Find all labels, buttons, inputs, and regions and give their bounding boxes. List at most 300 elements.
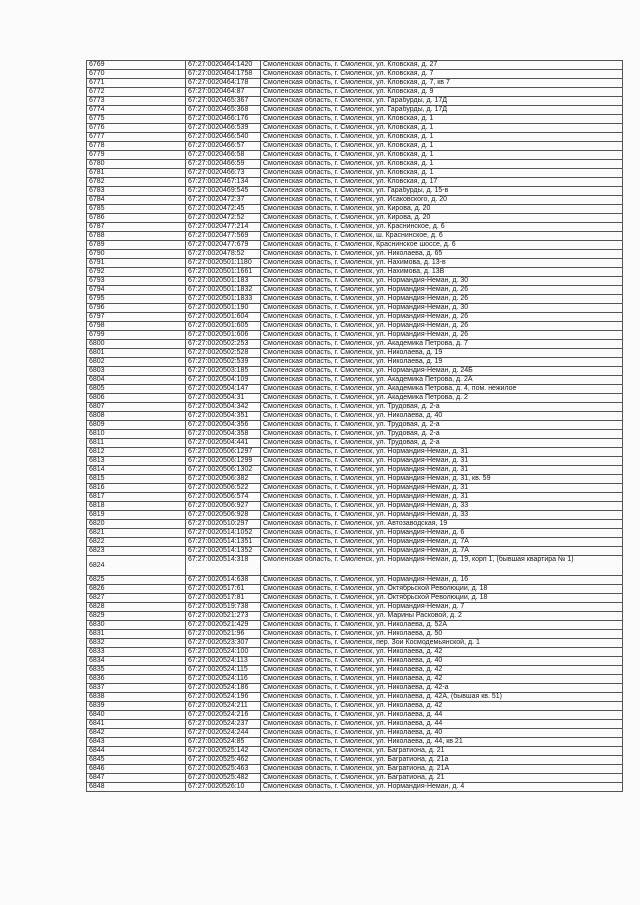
row-number-cell: 6805 — [87, 385, 186, 394]
row-number-cell: 6826 — [87, 585, 186, 594]
cadastral-number-cell: 67:27:0020514:1351 — [186, 538, 261, 547]
row-number-cell: 6837 — [87, 684, 186, 693]
cadastral-number-cell: 67:27:0020525:482 — [186, 774, 261, 783]
row-number-cell: 6788 — [87, 232, 186, 241]
table-row — [87, 349, 623, 358]
row-number-cell: 6831 — [87, 630, 186, 639]
address-cell: Смоленская область, г. Смоленск, ул. Гарабурды, д. 17Д — [261, 106, 623, 115]
cadastral-number-cell: 67:27:0020478:52 — [186, 250, 261, 259]
address-cell: Смоленская область, г. Смоленск, ул. Нормандия-Неман, д. 30 — [261, 277, 623, 286]
cadastral-number-cell: 67:27:0020466:58 — [186, 151, 261, 160]
table-row — [87, 223, 623, 232]
address-cell: Смоленская область, г. Смоленск, ул. Нормандия-Неман, д. 24Б — [261, 367, 623, 376]
cadastral-number-cell: 67:27:0020466:176 — [186, 115, 261, 124]
row-number-cell: 6824 — [87, 556, 186, 576]
row-number-cell: 6836 — [87, 675, 186, 684]
table-row — [87, 612, 623, 621]
row-number-cell: 6773 — [87, 97, 186, 106]
row-number-cell: 6835 — [87, 666, 186, 675]
table-row — [87, 313, 623, 322]
row-number-cell: 6834 — [87, 657, 186, 666]
row-number-cell: 6825 — [87, 576, 186, 585]
row-number-cell: 6829 — [87, 612, 186, 621]
table-row — [87, 340, 623, 349]
table-row — [87, 639, 623, 648]
cadastral-number-cell: 67:27:0020504:342 — [186, 403, 261, 412]
table-row — [87, 115, 623, 124]
cadastral-number-cell: 67:27:0020465:368 — [186, 106, 261, 115]
row-number-cell: 6790 — [87, 250, 186, 259]
table-row — [87, 394, 623, 403]
address-cell: Смоленская область, г. Смоленск, ул. Николаева, д. 44 — [261, 720, 623, 729]
table-row — [87, 70, 623, 79]
cadastral-number-cell: 67:27:0020517:81 — [186, 594, 261, 603]
row-number-cell: 6801 — [87, 349, 186, 358]
table-row — [87, 502, 623, 511]
row-number-cell: 6843 — [87, 738, 186, 747]
table-row — [87, 729, 623, 738]
row-number-cell: 6785 — [87, 205, 186, 214]
table-row — [87, 205, 623, 214]
table-row — [87, 783, 623, 792]
cadastral-number-cell: 67:27:0020502:539 — [186, 358, 261, 367]
cadastral-number-cell: 67:27:0020501:605 — [186, 322, 261, 331]
cadastral-number-cell: 67:27:0020524:244 — [186, 729, 261, 738]
address-cell: Смоленская область, г. Смоленск, ул. Нормандия-Неман, д. 26 — [261, 286, 623, 295]
table-row — [87, 421, 623, 430]
row-number-cell: 6841 — [87, 720, 186, 729]
row-number-cell: 6815 — [87, 475, 186, 484]
cadastral-number-cell: 67:27:0020466:539 — [186, 124, 261, 133]
table-row — [87, 88, 623, 97]
row-number-cell: 6783 — [87, 187, 186, 196]
cadastral-number-cell: 67:27:0020524:237 — [186, 720, 261, 729]
row-number-cell: 6847 — [87, 774, 186, 783]
address-cell: Смоленская область, г. Смоленск, ш. Краснинское, д. 6 — [261, 232, 623, 241]
row-number-cell: 6823 — [87, 547, 186, 556]
row-number-cell: 6789 — [87, 241, 186, 250]
cadastral-number-cell: 67:27:0020524:113 — [186, 657, 261, 666]
table-row — [87, 675, 623, 684]
cadastral-number-cell: 67:27:0020501:190 — [186, 304, 261, 313]
address-cell: Смоленская область, г. Смоленск, ул. Николаева, д. 40 — [261, 729, 623, 738]
table-row — [87, 241, 623, 250]
cadastral-number-cell: 67:27:0020466:540 — [186, 133, 261, 142]
table-row — [87, 774, 623, 783]
table-row — [87, 603, 623, 612]
row-number-cell: 6828 — [87, 603, 186, 612]
row-number-cell: 6804 — [87, 376, 186, 385]
cadastral-number-cell: 67:27:0020523:307 — [186, 639, 261, 648]
cadastral-number-cell: 67:27:0020477:569 — [186, 232, 261, 241]
table-row — [87, 702, 623, 711]
cadastral-number-cell: 67:27:0020506:382 — [186, 475, 261, 484]
row-number-cell: 6776 — [87, 124, 186, 133]
row-number-cell: 6794 — [87, 286, 186, 295]
row-number-cell: 6777 — [87, 133, 186, 142]
cadastral-number-cell: 67:27:0020464:87 — [186, 88, 261, 97]
cadastral-number-cell: 67:27:0020514:638 — [186, 576, 261, 585]
address-cell: Смоленская область, г. Смоленск, ул. Кловская, д. 1 — [261, 160, 623, 169]
table-row — [87, 430, 623, 439]
cadastral-number-cell: 67:27:0020504:109 — [186, 376, 261, 385]
address-cell: Смоленская область, г. Смоленск, ул. Нормандия-Неман, д. 26 — [261, 331, 623, 340]
table-row — [87, 720, 623, 729]
table-row — [87, 322, 623, 331]
address-cell: Смоленская область, г. Смоленск, ул. Кловская, д. 1 — [261, 169, 623, 178]
address-cell: Смоленская область, г. Смоленск, ул. Гарабурды, д. 15-в — [261, 187, 623, 196]
row-number-cell: 6769 — [87, 61, 186, 70]
cadastral-number-cell: 67:27:0020519:738 — [186, 603, 261, 612]
row-number-cell: 6817 — [87, 493, 186, 502]
row-number-cell: 6830 — [87, 621, 186, 630]
row-number-cell: 6782 — [87, 178, 186, 187]
table-row — [87, 250, 623, 259]
table-row — [87, 385, 623, 394]
address-cell: Смоленская область, г. Смоленск, ул. Гарабурды, д. 17Д — [261, 97, 623, 106]
table-row — [87, 765, 623, 774]
address-cell: Смоленская область, г. Смоленск, ул. Николаева, д. 44, кв 21 — [261, 738, 623, 747]
cadastral-number-cell: 67:27:0020501:1180 — [186, 259, 261, 268]
address-cell: Смоленская область, г. Смоленск, ул. Николаева, д. 42 — [261, 666, 623, 675]
table-row — [87, 412, 623, 421]
table-row — [87, 630, 623, 639]
row-number-cell: 6808 — [87, 412, 186, 421]
table-row — [87, 61, 623, 70]
row-number-cell: 6846 — [87, 765, 186, 774]
cadastral-number-cell: 67:27:0020477:679 — [186, 241, 261, 250]
table-row — [87, 169, 623, 178]
address-cell: Смоленская область, г. Смоленск, ул. Исаковского, д. 20 — [261, 196, 623, 205]
table-row — [87, 331, 623, 340]
row-number-cell: 6844 — [87, 747, 186, 756]
table-row — [87, 529, 623, 538]
address-cell: Смоленская область, г. Смоленск, ул. Нормандия-Неман, д. 7 — [261, 603, 623, 612]
address-cell: Смоленская область, г. Смоленск, ул. Нормандия-Неман, д. 31 — [261, 448, 623, 457]
cadastral-number-cell: 67:27:0020524:196 — [186, 693, 261, 702]
row-number-cell: 6813 — [87, 457, 186, 466]
address-cell: Смоленская область, г. Смоленск, ул. Николаева, д. 50 — [261, 630, 623, 639]
address-cell: Смоленская область, г. Смоленск, ул. Нормандия-Неман, д. 19, корп 1, (бывшая квартира № 1) — [261, 556, 623, 576]
table-row — [87, 97, 623, 106]
address-cell: Смоленская область, г. Смоленск, ул. Нормандия-Неман, д. 33 — [261, 511, 623, 520]
cadastral-number-cell: 67:27:0020501:1833 — [186, 295, 261, 304]
row-number-cell: 6806 — [87, 394, 186, 403]
row-number-cell: 6820 — [87, 520, 186, 529]
cadastral-number-cell: 67:27:0020466:59 — [186, 160, 261, 169]
cadastral-number-cell: 67:27:0020472:45 — [186, 205, 261, 214]
cadastral-number-cell: 67:27:0020506:928 — [186, 511, 261, 520]
table-row — [87, 124, 623, 133]
row-number-cell: 6787 — [87, 223, 186, 232]
table-row — [87, 666, 623, 675]
cadastral-number-cell: 67:27:0020501:1661 — [186, 268, 261, 277]
address-cell: Смоленская область, г. Смоленск, ул. Кловская, д. 9 — [261, 88, 623, 97]
address-cell: Смоленская область, г. Смоленск, ул. Краснинское, д. 6 — [261, 223, 623, 232]
table-row — [87, 187, 623, 196]
address-cell: Смоленская область, г. Смоленск, ул. Николаева, д. 19 — [261, 349, 623, 358]
cadastral-number-cell: 67:27:0020464:1420 — [186, 61, 261, 70]
address-cell: Смоленская область, г. Смоленск, ул. Багратиона, д. 21 — [261, 747, 623, 756]
cadastral-number-cell: 67:27:0020517:61 — [186, 585, 261, 594]
cadastral-number-cell: 67:27:0020521:429 — [186, 621, 261, 630]
row-number-cell: 6778 — [87, 142, 186, 151]
address-cell: Смоленская область, г. Смоленск, ул. Нормандия-Неман, д. 26 — [261, 322, 623, 331]
registry-table — [86, 60, 623, 792]
table-row — [87, 457, 623, 466]
cadastral-number-cell: 67:27:0020466:57 — [186, 142, 261, 151]
address-cell: Смоленская область, г. Смоленск, ул. Трудовая, д. 2-а — [261, 439, 623, 448]
address-cell: Смоленская область, г. Смоленск, ул. Нормандия-Неман, д. 26 — [261, 295, 623, 304]
cadastral-number-cell: 67:27:0020504:351 — [186, 412, 261, 421]
table-row — [87, 295, 623, 304]
table-row — [87, 178, 623, 187]
row-number-cell: 6848 — [87, 783, 186, 792]
cadastral-number-cell: 67:27:0020514:1352 — [186, 547, 261, 556]
row-number-cell: 6819 — [87, 511, 186, 520]
address-cell: Смоленская область, г. Смоленск, ул. Академика Петрова, д. 2А — [261, 376, 623, 385]
address-cell: Смоленская область, г. Смоленск, ул. Кловская, д. 1 — [261, 151, 623, 160]
address-cell: Смоленская область, г. Смоленск, ул. Николаева, д. 44 — [261, 711, 623, 720]
row-number-cell: 6807 — [87, 403, 186, 412]
row-number-cell: 6827 — [87, 594, 186, 603]
cadastral-number-cell: 67:27:0020514:318 — [186, 556, 261, 576]
address-cell: Смоленская область, г. Смоленск, ул. Трудовая, д. 2-а — [261, 430, 623, 439]
address-cell: Смоленская область, г. Смоленск, ул. Нахимова, д. 13-в — [261, 259, 623, 268]
address-cell: Смоленская область, г. Смоленск, ул. Нормандия-Неман, д. 31 — [261, 457, 623, 466]
address-cell: Смоленская область, г. Смоленск, ул. Нормандия-Неман, д. 31 — [261, 466, 623, 475]
cadastral-number-cell: 67:27:0020521:96 — [186, 630, 261, 639]
address-cell: Смоленская область, г. Смоленск, ул. Автозаводская, 19 — [261, 520, 623, 529]
row-number-cell: 6840 — [87, 711, 186, 720]
cadastral-number-cell: 67:27:0020525:463 — [186, 765, 261, 774]
row-number-cell: 6779 — [87, 151, 186, 160]
address-cell: Смоленская область, г. Смоленск, ул. Нормандия-Неман, д. 33 — [261, 502, 623, 511]
table-row — [87, 196, 623, 205]
cadastral-number-cell: 67:27:0020521:273 — [186, 612, 261, 621]
cadastral-number-cell: 67:27:0020504:441 — [186, 439, 261, 448]
address-cell: Смоленская область, г. Смоленск, ул. Кловская, д. 1 — [261, 115, 623, 124]
address-cell: Смоленская область, г. Смоленск, ул. Николаева, д. 40 — [261, 412, 623, 421]
address-cell: Смоленская область, г. Смоленск, ул. Нахимова, д. 13В — [261, 268, 623, 277]
table-row — [87, 268, 623, 277]
table-row — [87, 738, 623, 747]
row-number-cell: 6786 — [87, 214, 186, 223]
table-row — [87, 511, 623, 520]
row-number-cell: 6822 — [87, 538, 186, 547]
table-row — [87, 232, 623, 241]
table-row — [87, 648, 623, 657]
table-row — [87, 576, 623, 585]
row-number-cell: 6775 — [87, 115, 186, 124]
address-cell: Смоленская область, г. Смоленск, ул. Марины Расковой, д. 2 — [261, 612, 623, 621]
table-row — [87, 160, 623, 169]
table-row — [87, 367, 623, 376]
cadastral-number-cell: 67:27:0020504:31 — [186, 394, 261, 403]
table-row — [87, 259, 623, 268]
address-cell: Смоленская область, г. Смоленск, ул. Трудовая, д. 2-а — [261, 403, 623, 412]
address-cell: Смоленская область, г. Смоленск, ул. Кловская, д. 7 — [261, 70, 623, 79]
cadastral-number-cell: 67:27:0020501:1832 — [186, 286, 261, 295]
cadastral-number-cell: 67:27:0020464:1758 — [186, 70, 261, 79]
row-number-cell: 6803 — [87, 367, 186, 376]
address-cell: Смоленская область, г. Смоленск, ул. Кирова, д. 20 — [261, 205, 623, 214]
table-row — [87, 142, 623, 151]
address-cell: Смоленская область, г. Смоленск, ул. Нормандия-Неман, д. 31 — [261, 493, 623, 502]
row-number-cell: 6845 — [87, 756, 186, 765]
address-cell: Смоленская область, г. Смоленск, ул. Нормандия-Неман, д. 4 — [261, 783, 623, 792]
address-cell: Смоленская область, г. Смоленск, ул. Николаева, д. 42 — [261, 648, 623, 657]
address-cell: Смоленская область, г. Смоленск, ул. Кловская, д. 1 — [261, 124, 623, 133]
cadastral-number-cell: 67:27:0020524:116 — [186, 675, 261, 684]
row-number-cell: 6792 — [87, 268, 186, 277]
row-number-cell: 6771 — [87, 79, 186, 88]
table-row — [87, 403, 623, 412]
address-cell: Смоленская область, г. Смоленск, ул. Кловская, д. 1 — [261, 142, 623, 151]
table-row — [87, 484, 623, 493]
address-cell: Смоленская область, г. Смоленск, ул. Николаева, д. 42 — [261, 702, 623, 711]
table-row — [87, 277, 623, 286]
cadastral-number-cell: 67:27:0020501:183 — [186, 277, 261, 286]
address-cell: Смоленская область, г. Смоленск, ул. Академика Петрова, д. 7 — [261, 340, 623, 349]
cadastral-number-cell: 67:27:0020525:142 — [186, 747, 261, 756]
address-cell: Смоленская область, г. Смоленск, ул. Нормандия-Неман, д. 7А — [261, 547, 623, 556]
table-row — [87, 711, 623, 720]
address-cell: Смоленская область, г. Смоленск, пер. Зои Космодемьянской, д. 1 — [261, 639, 623, 648]
address-cell: Смоленская область, г. Смоленск, ул. Кловская, д. 1 — [261, 133, 623, 142]
address-cell: Смоленская область, г. Смоленск, ул. Трудовая, д. 2-а — [261, 421, 623, 430]
address-cell: Смоленская область, г. Смоленск, ул. Николаева, д. 52А — [261, 621, 623, 630]
cadastral-number-cell: 67:27:0020506:522 — [186, 484, 261, 493]
row-number-cell: 6791 — [87, 259, 186, 268]
row-number-cell: 6821 — [87, 529, 186, 538]
row-number-cell: 6793 — [87, 277, 186, 286]
address-cell: Смоленская область, г. Смоленск, ул. Октябрьской Революции, д. 18 — [261, 594, 623, 603]
cadastral-number-cell: 67:27:0020469:545 — [186, 187, 261, 196]
cadastral-number-cell: 67:27:0020506:1297 — [186, 448, 261, 457]
table-row — [87, 79, 623, 88]
cadastral-number-cell: 67:27:0020501:606 — [186, 331, 261, 340]
cadastral-number-cell: 67:27:0020506:927 — [186, 502, 261, 511]
address-cell: Смоленская область, г. Смоленск, ул. Нормандия-Неман, д. 30 — [261, 304, 623, 313]
row-number-cell: 6814 — [87, 466, 186, 475]
address-cell: Смоленская область, г. Смоленск, ул. Кловская, д. 17 — [261, 178, 623, 187]
table-row — [87, 585, 623, 594]
address-cell: Смоленская область, г. Смоленск, ул. Нормандия-Неман, д. 31 — [261, 484, 623, 493]
row-number-cell: 6795 — [87, 295, 186, 304]
row-number-cell: 6784 — [87, 196, 186, 205]
cadastral-number-cell: 67:27:0020524:211 — [186, 702, 261, 711]
address-cell: Смоленская область, г. Смоленск, ул. Нормандия-Неман, д. 7А — [261, 538, 623, 547]
row-number-cell: 6772 — [87, 88, 186, 97]
row-number-cell: 6832 — [87, 639, 186, 648]
address-cell: Смоленская область, г. Смоленск, ул. Николаева, д. 42А, (бывшая кв. 51) — [261, 693, 623, 702]
address-cell: Смоленская область, г. Смоленск, ул. Кловская, д. 7, кв 7 — [261, 79, 623, 88]
address-cell: Смоленская область, г. Смоленск, ул. Нормандия-Неман, д. 16 — [261, 576, 623, 585]
table-row — [87, 693, 623, 702]
row-number-cell: 6800 — [87, 340, 186, 349]
table-row — [87, 448, 623, 457]
row-number-cell: 6818 — [87, 502, 186, 511]
table-row — [87, 286, 623, 295]
row-number-cell: 6812 — [87, 448, 186, 457]
row-number-cell: 6797 — [87, 313, 186, 322]
cadastral-number-cell: 67:27:0020502:528 — [186, 349, 261, 358]
address-cell: Смоленская область, г. Смоленск, ул. Багратиона, д. 21А — [261, 765, 623, 774]
cadastral-number-cell: 67:27:0020525:462 — [186, 756, 261, 765]
cadastral-number-cell: 67:27:0020477:214 — [186, 223, 261, 232]
cadastral-number-cell: 67:27:0020506:1302 — [186, 466, 261, 475]
table-row — [87, 466, 623, 475]
cadastral-number-cell: 67:27:0020510:297 — [186, 520, 261, 529]
row-number-cell: 6839 — [87, 702, 186, 711]
cadastral-number-cell: 67:27:0020501:604 — [186, 313, 261, 322]
cadastral-number-cell: 67:27:0020472:37 — [186, 196, 261, 205]
address-cell: Смоленская область, г. Смоленск, ул. Академика Петрова, д. 2 — [261, 394, 623, 403]
row-number-cell: 6802 — [87, 358, 186, 367]
table-row — [87, 657, 623, 666]
row-number-cell: 6838 — [87, 693, 186, 702]
table-row — [87, 756, 623, 765]
cadastral-number-cell: 67:27:0020524:186 — [186, 684, 261, 693]
address-cell: Смоленская область, г. Смоленск, ул. Николаева, д. 42-а — [261, 684, 623, 693]
row-number-cell: 6781 — [87, 169, 186, 178]
cadastral-number-cell: 67:27:0020514:1052 — [186, 529, 261, 538]
cadastral-number-cell: 67:27:0020524:100 — [186, 648, 261, 657]
cadastral-number-cell: 67:27:0020467:134 — [186, 178, 261, 187]
table-row — [87, 475, 623, 484]
address-cell: Смоленская область, г. Смоленск, ул. Багратиона, д. 21 — [261, 774, 623, 783]
table-row — [87, 151, 623, 160]
cadastral-number-cell: 67:27:0020524:115 — [186, 666, 261, 675]
table-row — [87, 520, 623, 529]
cadastral-number-cell: 67:27:0020464:178 — [186, 79, 261, 88]
registry-table-body — [87, 61, 623, 792]
address-cell: Смоленская область, г. Смоленск, ул. Кирова, д. 20 — [261, 214, 623, 223]
row-number-cell: 6798 — [87, 322, 186, 331]
table-row — [87, 439, 623, 448]
table-row — [87, 538, 623, 547]
address-cell: Смоленская область, г. Смоленск, ул. Николаева, д. 19 — [261, 358, 623, 367]
table-row — [87, 747, 623, 756]
cadastral-number-cell: 67:27:0020472:52 — [186, 214, 261, 223]
cadastral-number-cell: 67:27:0020502:253 — [186, 340, 261, 349]
row-number-cell: 6816 — [87, 484, 186, 493]
address-cell: Смоленская область, г. Смоленск, ул. Николаева, д. 40 — [261, 657, 623, 666]
cadastral-number-cell: 67:27:0020503:185 — [186, 367, 261, 376]
row-number-cell: 6810 — [87, 430, 186, 439]
row-number-cell: 6780 — [87, 160, 186, 169]
cadastral-number-cell: 67:27:0020465:367 — [186, 97, 261, 106]
cadastral-number-cell: 67:27:0020524:216 — [186, 711, 261, 720]
cadastral-number-cell: 67:27:0020466:73 — [186, 169, 261, 178]
table-row — [87, 684, 623, 693]
address-cell: Смоленская область, г. Смоленск, ул. Нормандия-Неман, д. 6 — [261, 529, 623, 538]
cadastral-number-cell: 67:27:0020524:85 — [186, 738, 261, 747]
row-number-cell: 6770 — [87, 70, 186, 79]
table-row — [87, 106, 623, 115]
row-number-cell: 6799 — [87, 331, 186, 340]
cadastral-number-cell: 67:27:0020506:574 — [186, 493, 261, 502]
row-number-cell: 6774 — [87, 106, 186, 115]
row-number-cell: 6842 — [87, 729, 186, 738]
cadastral-number-cell: 67:27:0020526:10 — [186, 783, 261, 792]
table-row — [87, 214, 623, 223]
address-cell: Смоленская область, г. Смоленск, ул. Николаева, д. 42 — [261, 675, 623, 684]
cadastral-number-cell: 67:27:0020504:358 — [186, 430, 261, 439]
table-row — [87, 358, 623, 367]
address-cell: Смоленская область, г. Смоленск, ул. Багратиона, д. 21а — [261, 756, 623, 765]
